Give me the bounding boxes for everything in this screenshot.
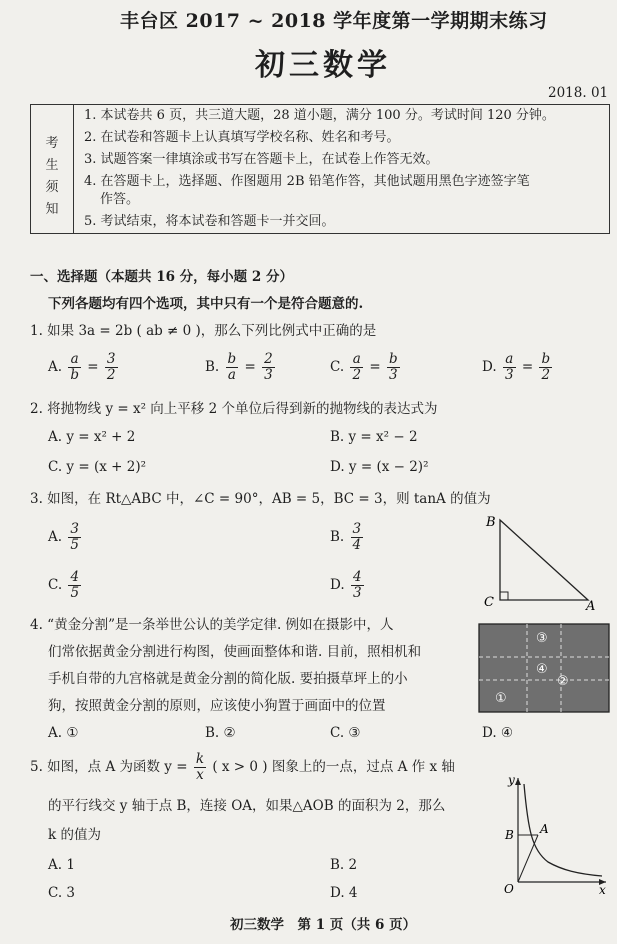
label-y: y [508, 773, 515, 787]
y-axis-arrow [515, 778, 521, 785]
q4-option-b: B. ② [205, 725, 236, 741]
subject-title: 初三数学 [255, 48, 391, 83]
notice-items: 1. 本试卷共 6 页，共三道大题，28 道小题，满分 100 分。考试时间 120 分钟。 2. 在试卷和答题卡上认真填写学校名称、姓名和考号。 3. 试题答案一律填涂或书写在答题卡上，在试卷上作答无效。 4. 在答题卡上，选择题、作图题用 2B 铅笔作答，其他试题用黑色字迹签字笔 作答。 5. 考试结束，将本试卷和答题卡一并交回。 [74, 105, 610, 234]
triangle-abc [500, 520, 588, 600]
label-b: B [486, 515, 496, 530]
q5-option-b: B. 2 [330, 857, 358, 873]
q1-option-a: A. $\frac{a}{b}$ = $\frac{3}{2}$ [48, 351, 116, 383]
label-a: A [540, 822, 549, 836]
label-x: x [599, 883, 606, 896]
q5-option-d: D. 4 [330, 885, 358, 901]
exam-date: 2018. 01 [548, 85, 609, 101]
q2-stem: 2. 将抛物线 y = x² 向上平移 2 个单位后得到新的抛物线的表达式为 [30, 401, 438, 417]
grid-mark-1: ① [495, 691, 507, 706]
q4-option-a: A. ① [48, 725, 79, 741]
q4-option-d: D. ④ [482, 725, 514, 741]
q4-line-2: 们常依据黄金分割进行构图，使画面整体和谐. 目前，照相机和 [48, 644, 422, 660]
q3-option-c: C. $\frac{4}{5}$ [48, 569, 80, 601]
q5-line-2: 的平行线交 y 轴于点 B，连接 OA，如果△AOB 的面积为 2，那么 [48, 798, 446, 814]
label-b: B [505, 828, 514, 842]
grid-mark-2: ② [557, 674, 569, 689]
q1-option-c: C. $\frac{a}{2}$ = $\frac{b}{3}$ [330, 351, 398, 383]
q2-option-c: C. y = (x + 2)² [48, 459, 146, 475]
page-footer: 初三数学 第 1 页（共 6 页） [230, 917, 417, 933]
q1-option-d: D. $\frac{a}{3}$ = $\frac{b}{2}$ [482, 351, 551, 383]
q5-stem: 5. 如图，点 A 为函数 y = $\frac{k}{x}$ ( x > 0 ) 图象上的一点，过点 A 作 x 轴 [30, 751, 455, 783]
q3-option-b: B. $\frac{3}{4}$ [330, 521, 362, 553]
grid-mark-3: ③ [536, 631, 548, 646]
exam-title: 丰台区 2017 ~ 2018 学年度第一学期期末练习 [120, 10, 548, 32]
q3-stem: 3. 如图，在 Rt△ABC 中，∠C = 90°，AB = 5，BC = 3，则 tanA 的值为 [30, 491, 491, 507]
q2-option-d: D. y = (x − 2)² [330, 459, 429, 475]
q1-stem: 1. 如果 3a = 2b ( ab ≠ 0 )，那么下列比例式中正确的是 [30, 323, 377, 339]
right-angle-mark [500, 592, 508, 600]
q4-line-3: 手机自带的九宫格就是黄金分割的简化版. 要拍摄草坪上的小 [48, 671, 408, 687]
q2-option-a: A. y = x² + 2 [48, 429, 136, 445]
notice-label: 考 生 须 知 [31, 105, 74, 234]
q5-option-c: C. 3 [48, 885, 76, 901]
q4-line-4: 狗，按照黄金分割的原则，应该使小狗置于画面中的位置 [48, 698, 386, 714]
q5-hyperbola-figure [498, 770, 610, 896]
q3-triangle-figure [478, 512, 608, 612]
segment-oa [518, 835, 538, 882]
q1-option-b: B. $\frac{b}{a}$ = $\frac{2}{3}$ [205, 351, 273, 383]
q3-option-d: D. $\frac{4}{3}$ [330, 569, 362, 601]
q4-line-1: 4. “黄金分割”是一条举世公认的美学定律. 例如在摄影中，人 [30, 617, 394, 633]
q3-option-a: A. $\frac{3}{5}$ [48, 521, 79, 553]
q5-line-3: k 的值为 [48, 827, 101, 843]
section-instruction: 下列各题均有四个选项，其中只有一个是符合题意的. [48, 296, 364, 312]
notice-table [30, 104, 610, 234]
label-a: A [586, 599, 596, 612]
hyperbola-curve [524, 784, 602, 876]
label-o: O [504, 882, 514, 896]
q4-option-c: C. ③ [330, 725, 361, 741]
section-heading: 一、选择题（本题共 16 分，每小题 2 分） [30, 269, 293, 285]
q2-option-b: B. y = x² − 2 [330, 429, 418, 445]
grid-mark-4: ④ [536, 662, 548, 677]
q5-option-a: A. 1 [48, 857, 75, 873]
label-c: C [484, 595, 494, 610]
q4-grid-photo-figure [478, 623, 610, 713]
